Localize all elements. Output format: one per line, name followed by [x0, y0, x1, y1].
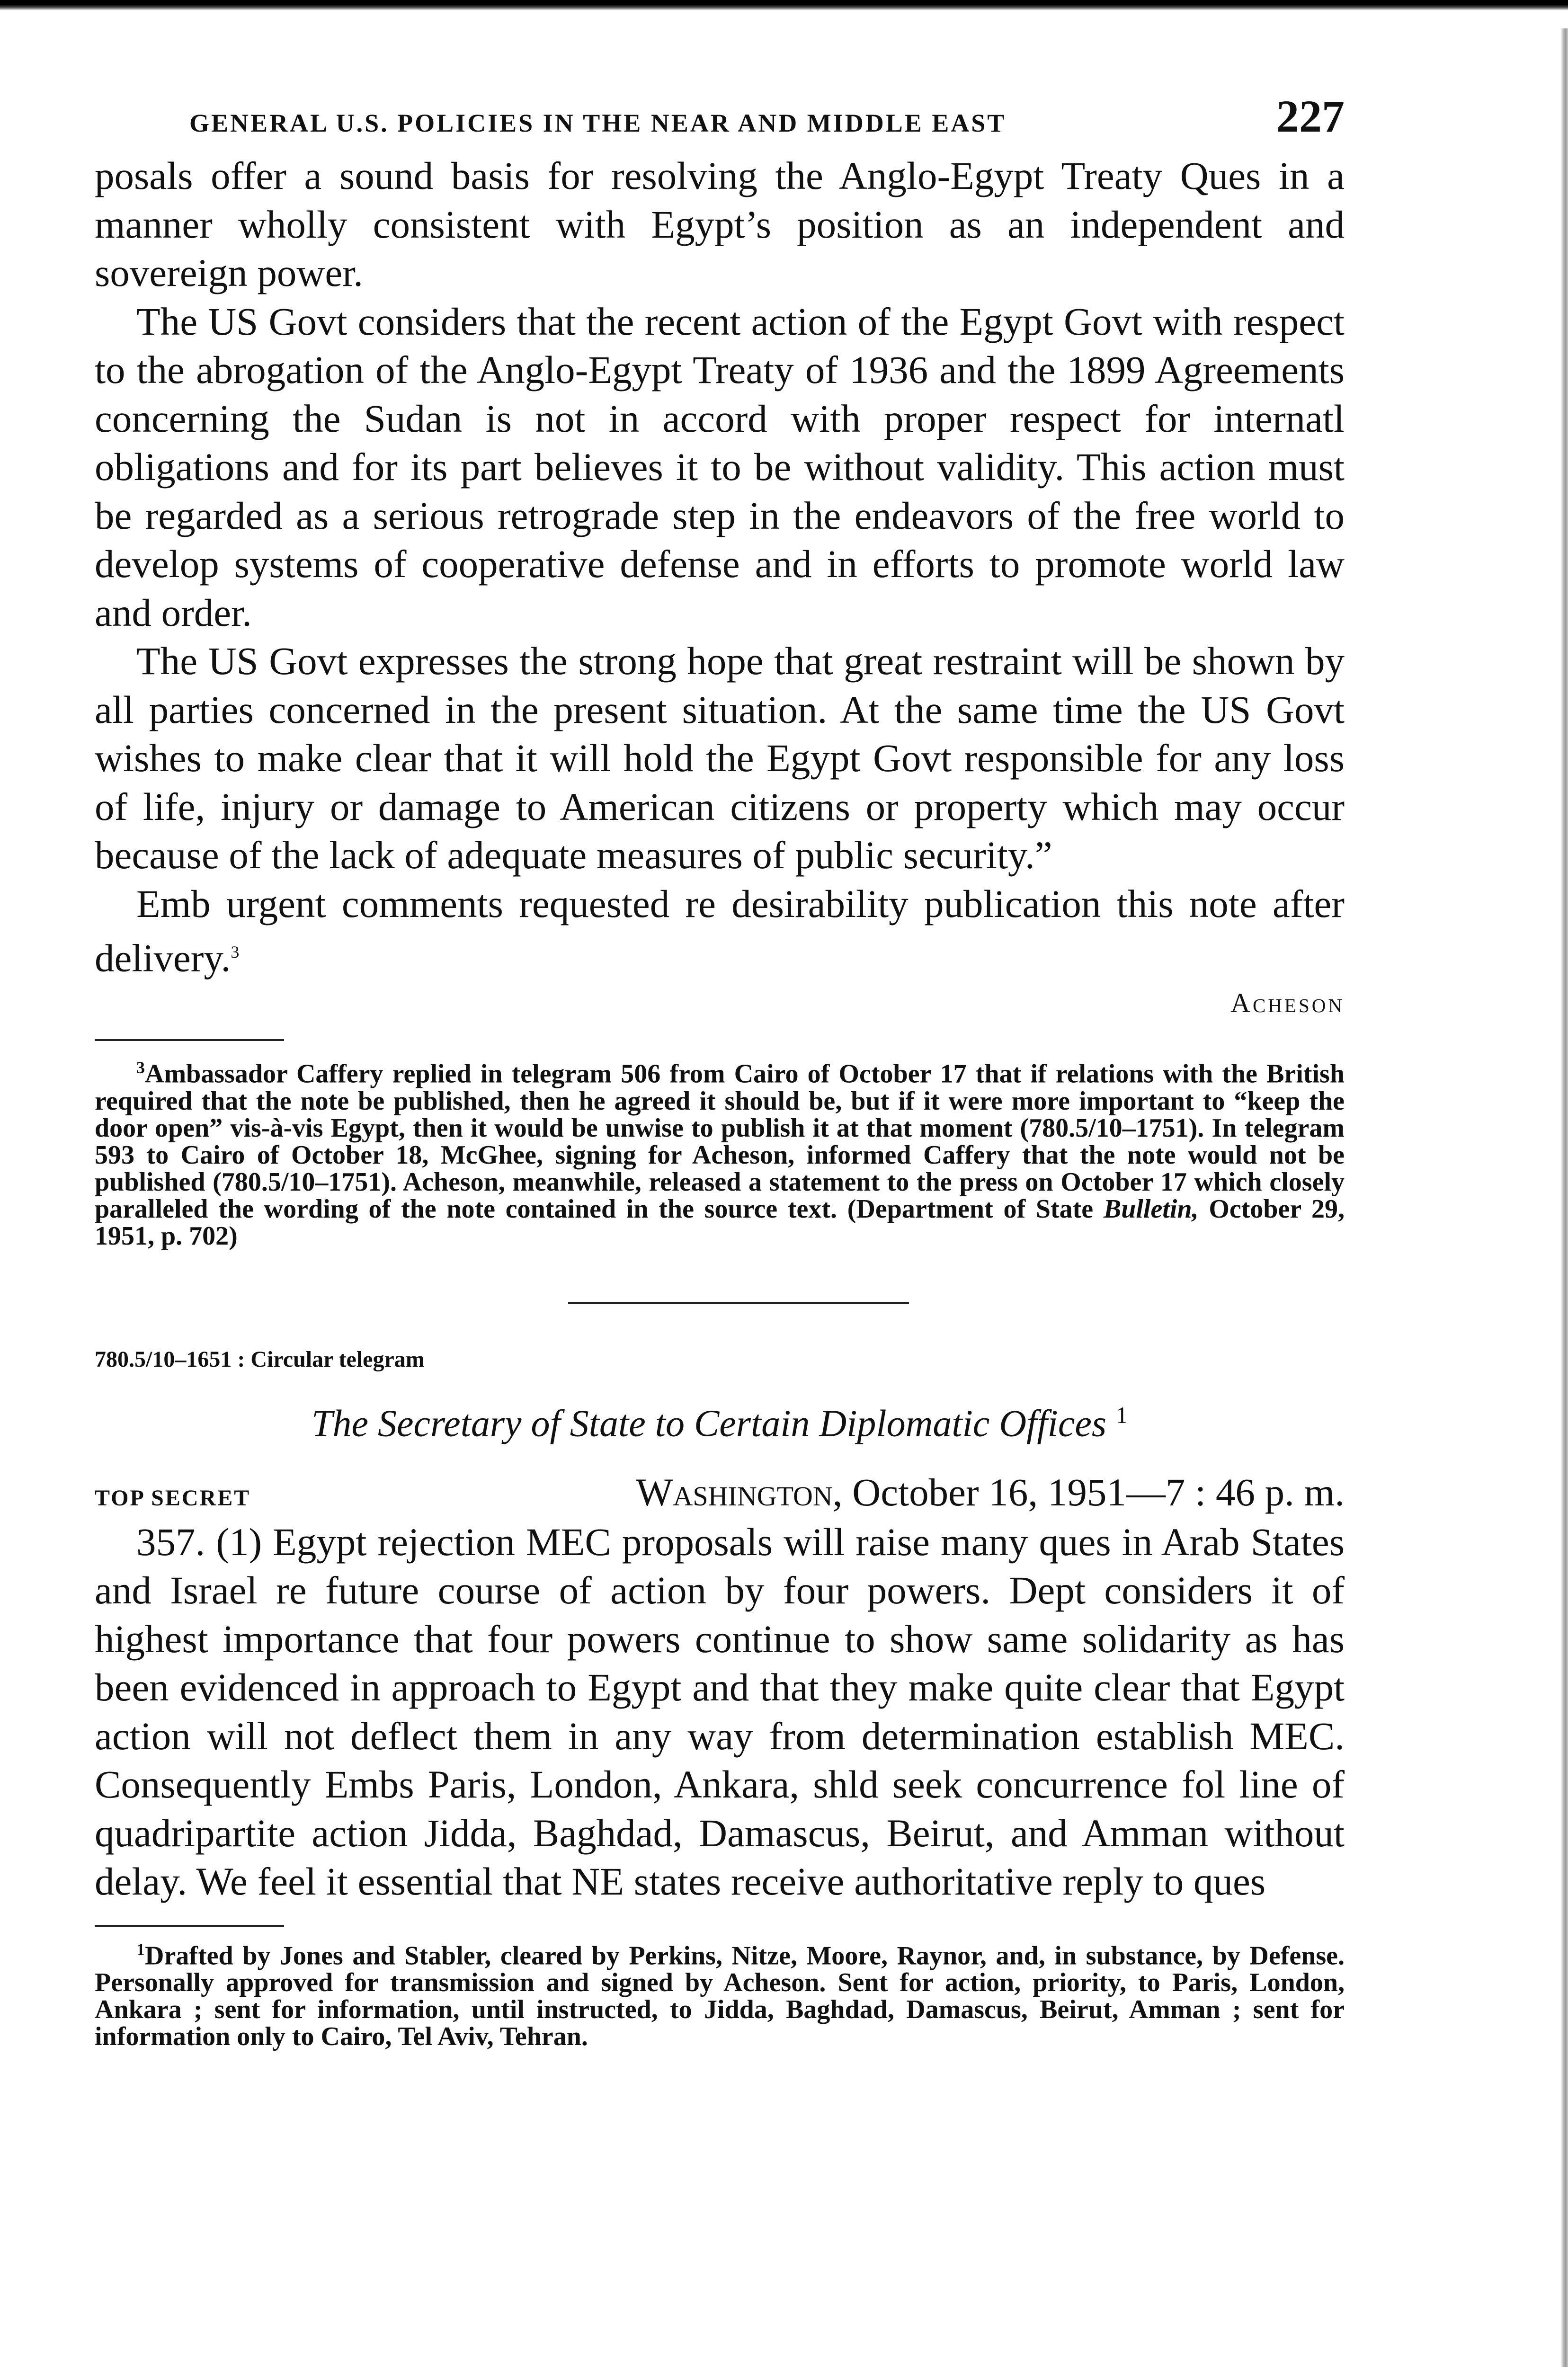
footnote-3-tail: October 29, 1951, p. 702) [95, 1194, 1345, 1251]
classification: TOP SECRET [95, 1485, 251, 1511]
paragraph-restraint: The US Govt expresses the strong hope that great restraint will be shown by all parties concerned in the present situation. At the same time the US Govt wishes to make clear that it will hold the Egypt Govt responsible for any loss of life, injury or damage to American citizens or property which may occur because of the lack of adequate measures of public security.” [95, 639, 1345, 877]
paragraph-357: 357. (1) Egypt rejection MEC proposals will raise many ques in Arab States and Israel re future course of action by four powers. Dept considers it of highest importance that four powers continue to show same solidarity as has been evidenced in approach to Egypt and that they make quite clear that Egypt action will not deflect them in any way from determination establish MEC. Consequently Embs Paris, London, Ankara, shld seek concurrence fol line of quadripartite action Jidda, Baghdad, Damascus, Beirut, and Amman without delay. We feel it essential that NE states receive authoritative reply to ques [95, 1520, 1345, 1904]
running-head [95, 90, 1345, 151]
footnote-rule-2 [95, 1925, 284, 1927]
document-reference: 780.5/10–1651 : Circular telegram [95, 1346, 425, 1372]
paragraph-abrogation: The US Govt considers that the recent action of the Egypt Govt with respect to the abrogation of the Anglo-Egypt Treaty of 1936 and the 1899 Agreements concerning the Sudan is not in accord with proper respect for internatl obligations and for its part believes it to be without validity. This action must be regarded as a serious retrograde step in the endeavors of the free world to develop systems of cooperative defense and in efforts to promote world law and order. [95, 299, 1345, 634]
footnote-3-italic: Bulletin, [1103, 1194, 1199, 1224]
document-page [95, 90, 1345, 2050]
footnote-3 [95, 1054, 1345, 1250]
paragraph-emb-comments [95, 880, 1345, 983]
scan-top-border [0, 0, 1568, 10]
place-date [636, 1469, 1345, 1515]
document-title-text: The Secretary of State to Certain Diplomatic Offices [312, 1403, 1106, 1445]
footnote-number: 3 [136, 1058, 145, 1077]
paragraph-continuation: posals offer a sound basis for resolving the Anglo-Egypt Treaty Ques in a manner wholly consistent with Egypt’s position as an independent and sovereign power. [95, 154, 1345, 294]
paragraph-emb-comments-text: Emb urgent comments requested re desirability publication this note after delivery. [95, 881, 1345, 980]
section-2-body [95, 1518, 1345, 1906]
title-footnote-ref: 1 [1115, 1401, 1128, 1428]
footnote-1 [95, 1936, 1345, 2051]
footnote-ref-3: 3 [231, 943, 240, 961]
footnote-3-text: Ambassador Caffery replied in telegram 506 from Cairo of October 17 that if relations with the British required that the note be published, then he agreed it should be, but if it were more important to “keep the door open” vis-à-vis Egypt, then it would be unwise to publish it at that moment (780.5/10–1751). In telegram 593 to Cairo of October 18, McGhee, signing for Acheson, informed Caffery that the note would not be published (780.5/10–1751). Acheson, meanwhile, released a statement to the press on October 17 which closely paralleled the wording of the note contained in the source text. (Department of State [95, 1059, 1345, 1224]
footnote-1-text: Drafted by Jones and Stabler, cleared by Perkins, Nitze, Moore, Raynor, and, in substance, by Defense. Personally approved for transmission and signed by Acheson. Sent for action, priority, to Paris, London, Ankara ; sent for information, until instructed, to Jidda, Baghdad, Damascus, Beirut, Amman ; sent for information only to Cairo, Tel Aviv, Tehran. [95, 1941, 1345, 2052]
date: October 16, 1951—7 : 46 p. m. [842, 1470, 1345, 1514]
signature: Acheson [1230, 988, 1345, 1019]
running-title: GENERAL U.S. POLICIES IN THE NEAR AND MIDDLE EAST [189, 109, 1007, 137]
dateline [95, 1469, 1345, 1518]
section-separator [568, 1302, 909, 1304]
scan-right-edge [1560, 28, 1568, 2367]
footnote-rule [95, 1039, 284, 1041]
section-1-body [95, 151, 1345, 982]
page-number: 227 [1276, 91, 1345, 142]
footnote-1-number: 1 [136, 1940, 145, 1959]
document-title [95, 1389, 1345, 1469]
place: Washington, [636, 1470, 843, 1514]
